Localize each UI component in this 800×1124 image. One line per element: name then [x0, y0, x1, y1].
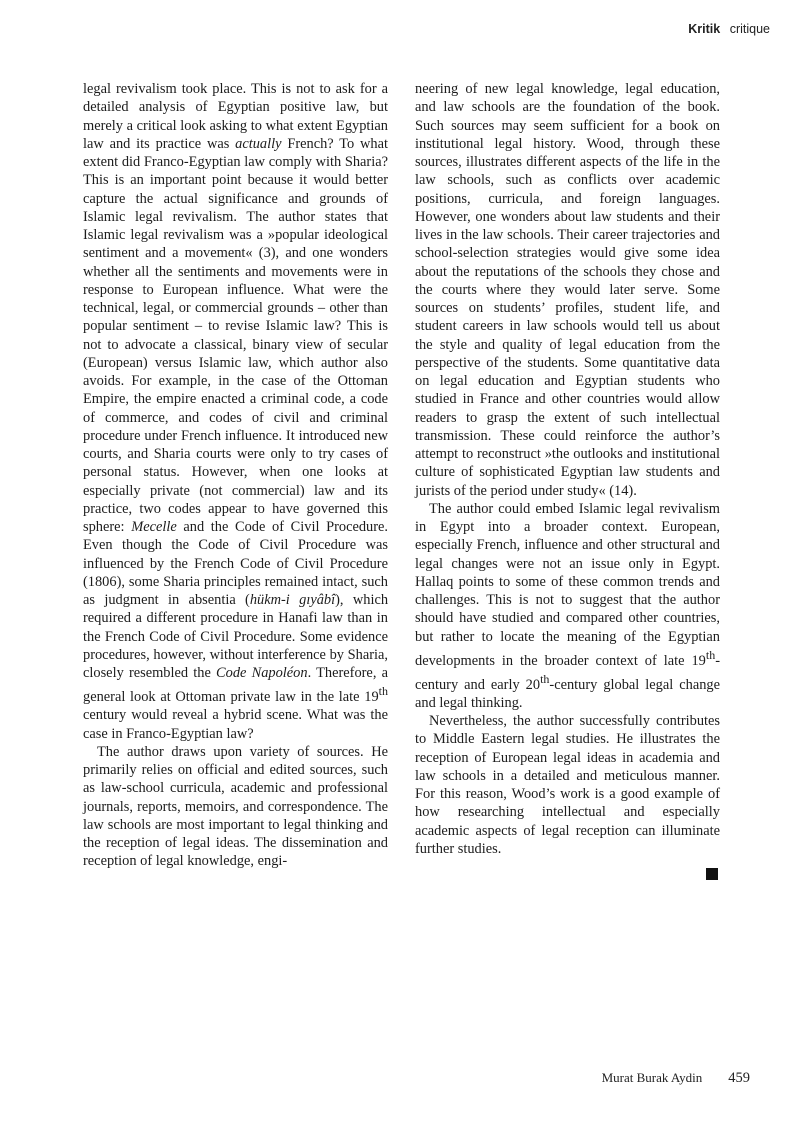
right-paragraph-3: Nevertheless, the author successfully contributes to Middle Eastern legal studies. He illustrates the reception of European legal ideas in academia and law schools in a detailed and meticulous manner. For this reason, Wood’s work is a good example of how researching intellectual and especially academic aspects of legal reception can illuminate further studies.: [415, 713, 720, 857]
right-paragraph-1: neering of new legal knowledge, legal education, and law schools are the foundation of the book. Such sources may seem sufficient for a book on institutional legal history. Wood, through these sources, illustrates different aspects of the life in the law schools, such as conflicts over academic positions, curricula, and foreign languages. However, one wonders about law students and their lives in the law schools. Their career trajectories and school-selection strategies would give some idea about the reputations of the schools they chose and the courts where they would later serve. Some sources on students’ profiles, student life, and student careers in law schools would tell us about the style and quality of legal education from the perspective of the students. Some quantitative data on legal education and Egyptian students who studied in France and other countries would allow readers to grasp the extent of such intellectual transmission. These could reinforce the author’s attempt to reconstruct »the outlooks and institutional culture of sophisticated Egyptian law students and jurists of the period under study« (14).: [415, 81, 720, 499]
left-paragraph-1: legal revivalism took place. This is not to ask for a detailed analysis of Egyptian positive law, but merely a critical look asking to what extent Egyptian law and its practice was actually French? To what extent did Franco-Egyptian law comply with Sharia? This is an important point because it would better capture the actual significance and grounds of Islamic legal revivalism. The author states that Islamic legal revivalism was a »popular ideological sentiment and a movement« (3), and one wonders whether all the sentiments and movements were in response to European influence. What were the technical, legal, or commercial grounds – other than popular sentiment – to revise Islamic law? This is not to advocate a classical, binary view of secular (European) versus Islamic law, which author also avoids. For example, in the case of the Ottoman Empire, the empire enacted a criminal code, a code of commerce, and codes of civil and criminal procedure under French influence. It introduced new courts, and Sharia courts were only to try cases of personal status. However, when one looks at especially private (not commercial) law and its practice, two codes appear to have governed this sphere: Mecelle and the Code of Civil Procedure. Even though the Code of Civil Procedure was influenced by the French Code of Civil Procedure (1806), some Sharia principles remained intact, such as judgment in absentia (hükm-i gıyâbî), which required a different procedure in Hanafi law than in the French Code of Civil Procedure. Some evidence procedures, however, without interference by Sharia, closely resembled the Code Napoléon. Therefore, a general look at Ottoman private law in the late 19th century would reveal a hybrid scene. What was the case in Franco-Egyptian law?: [83, 81, 389, 742]
left-paragraph-2: The author draws upon variety of sources. He primarily relies on official and edited sources, such as law-school curricula, academic and professional journals, reports, memoirs, and correspondence. The law schools are most important to legal thinking and the reception of legal ideas. The dissemination and reception of legal knowledge, engi-: [83, 743, 388, 870]
footer-author: Murat Burak Aydin: [601, 1070, 703, 1085]
right-column: [415, 80, 720, 858]
emphasis-code-napoleon: Code Napoléon: [216, 665, 308, 681]
page-footer: [602, 1069, 750, 1087]
page-number: 459: [728, 1070, 750, 1086]
emphasis-mecelle: Mecelle: [131, 519, 177, 535]
emphasis-hukm: hükm-i gıyâbî: [249, 592, 336, 608]
emphasis-actually: actually: [235, 135, 282, 152]
header-section: critique: [729, 22, 770, 36]
right-paragraph-2: The author could embed Islamic legal revivalism in Egypt into a broader context. European, especially French, influence and other structural and legal changes were not an issue only in Egypt. Hallaq points to some of these common trends and challenges. This is not to suggest that the author should have studied and compared other countries, but rather to locate the meaning of the Egyptian developments in the broader context of late 19th-century and early 20th-century global legal change and legal thinking.: [415, 500, 721, 711]
running-header: [688, 22, 770, 36]
end-of-article-mark: [706, 868, 718, 880]
left-column: [83, 80, 388, 871]
header-rubric: Kritik: [688, 22, 721, 36]
